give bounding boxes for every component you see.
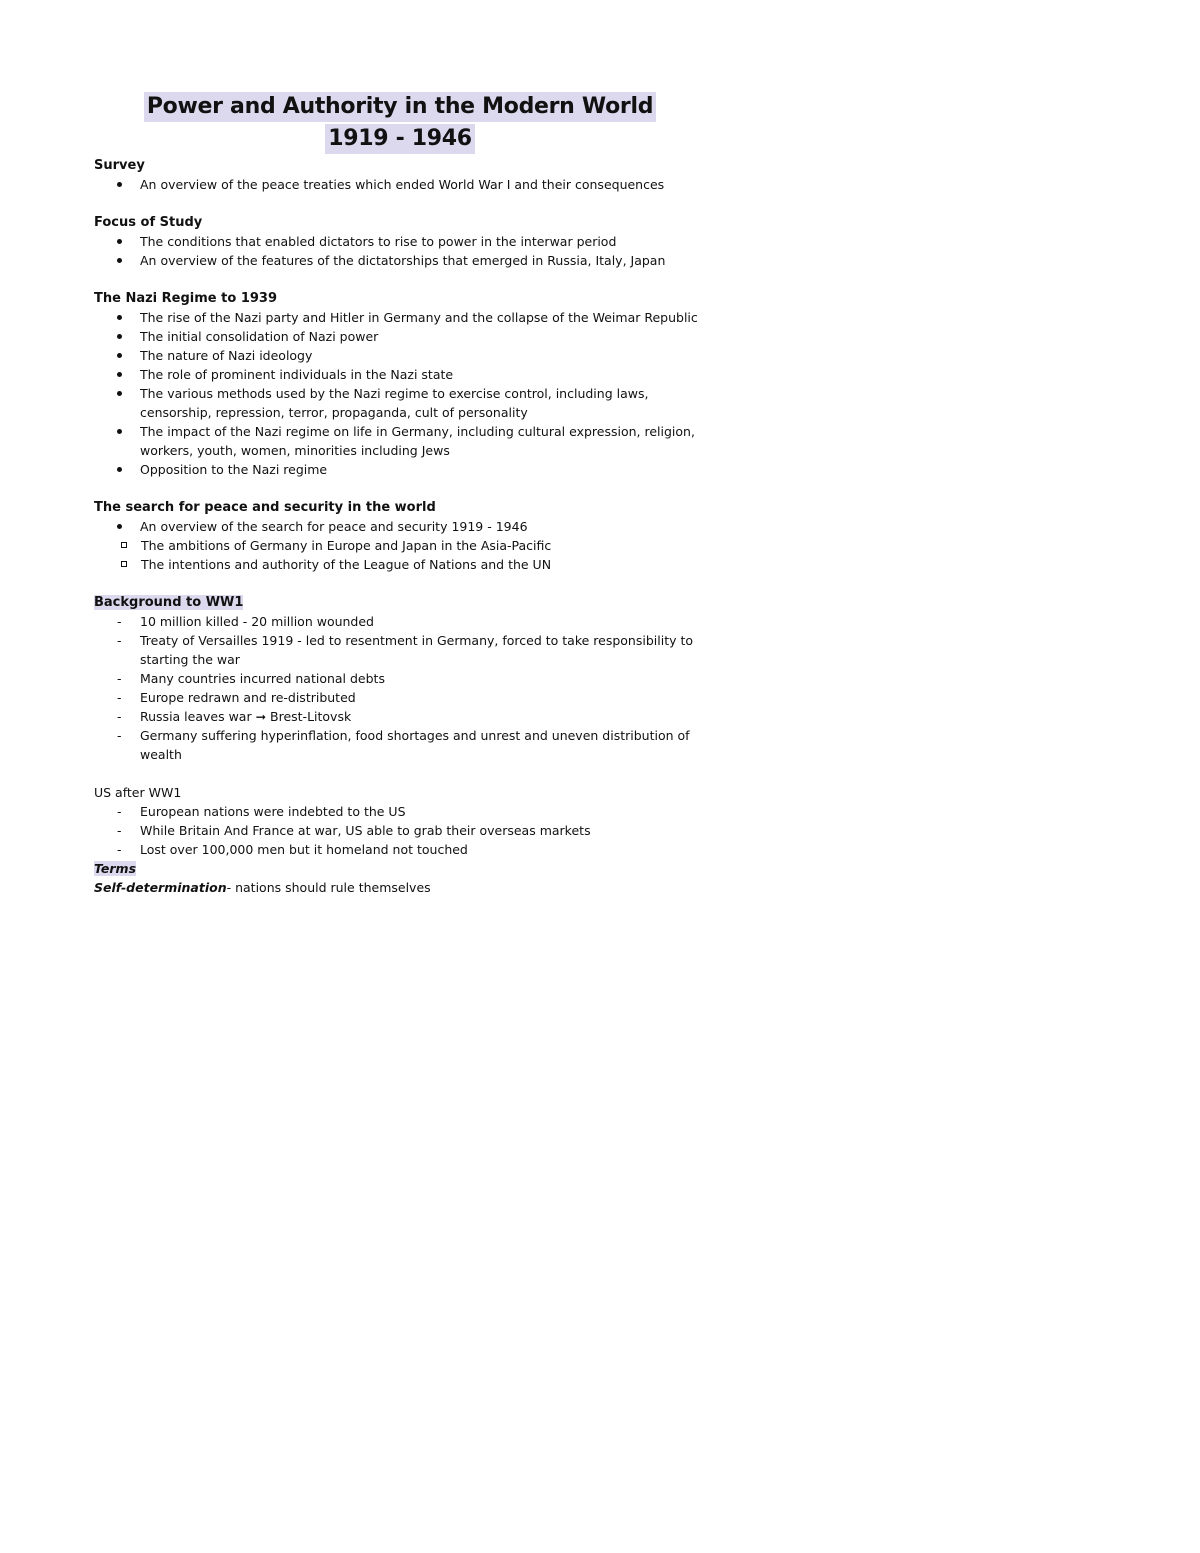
nazi-list (94, 308, 714, 479)
survey-heading: Survey (94, 158, 145, 173)
list-item: - Treaty of Versailles 1919 - led to resentment in Germany, forced to take responsibility to starting the war (94, 631, 714, 669)
terms-heading: Terms (94, 861, 137, 876)
list-item: The initial consolidation of Nazi power (94, 327, 714, 346)
list-item: - Europe redrawn and re-distributed (94, 688, 714, 707)
page-subtitle-years: 1919 - 1946 (325, 124, 475, 154)
focus-list (94, 232, 714, 270)
us-list (94, 802, 714, 859)
peace-sublist (94, 536, 714, 574)
document-content (94, 156, 714, 897)
term-definition (94, 878, 714, 897)
list-item: The impact of the Nazi regime on life in Germany, including cultural expression, religion, workers, youth, women, minorities including Jews (94, 422, 714, 460)
term-definition-text: - nations should rule themselves (226, 880, 431, 895)
peace-list (94, 517, 714, 536)
list-item: - Lost over 100,000 men but it homeland not touched (94, 840, 714, 859)
list-item: The nature of Nazi ideology (94, 346, 714, 365)
survey-list (94, 175, 714, 194)
peace-heading: The search for peace and security in the world (94, 500, 436, 515)
list-item: An overview of the features of the dictatorships that emerged in Russia, Italy, Japan (94, 251, 714, 270)
list-item: An overview of the peace treaties which ended World War I and their consequences (94, 175, 714, 194)
list-item: An overview of the search for peace and security 1919 - 1946 (94, 517, 714, 536)
list-item: - Germany suffering hyperinflation, food shortages and unrest and uneven distribution of wealth (94, 726, 714, 764)
list-item: The role of prominent individuals in the Nazi state (94, 365, 714, 384)
list-item: - While Britain And France at war, US able to grab their overseas markets (94, 821, 714, 840)
list-item: - European nations were indebted to the US (94, 802, 714, 821)
nazi-heading: The Nazi Regime to 1939 (94, 291, 277, 306)
list-item: Opposition to the Nazi regime (94, 460, 714, 479)
focus-heading: Focus of Study (94, 215, 203, 230)
list-item: The rise of the Nazi party and Hitler in Germany and the collapse of the Weimar Republic (94, 308, 714, 327)
page-title: Power and Authority in the Modern World (144, 92, 656, 122)
title-block (0, 92, 800, 156)
background-heading: Background to WW1 (94, 595, 244, 610)
list-item: - Many countries incurred national debts (94, 669, 714, 688)
us-heading: US after WW1 (94, 785, 182, 800)
sub-list-item: The ambitions of Germany in Europe and Japan in the Asia-Pacific (94, 536, 714, 555)
list-item: The various methods used by the Nazi regime to exercise control, including laws, censorship, repression, terror, propaganda, cult of personality (94, 384, 714, 422)
term-word: Self-determination (94, 880, 227, 895)
background-list (94, 612, 714, 764)
list-item: - Russia leaves war ➞ Brest-Litovsk (94, 707, 714, 726)
list-item: The conditions that enabled dictators to rise to power in the interwar period (94, 232, 714, 251)
list-item: - 10 million killed - 20 million wounded (94, 612, 714, 631)
sub-list-item: The intentions and authority of the League of Nations and the UN (94, 555, 714, 574)
